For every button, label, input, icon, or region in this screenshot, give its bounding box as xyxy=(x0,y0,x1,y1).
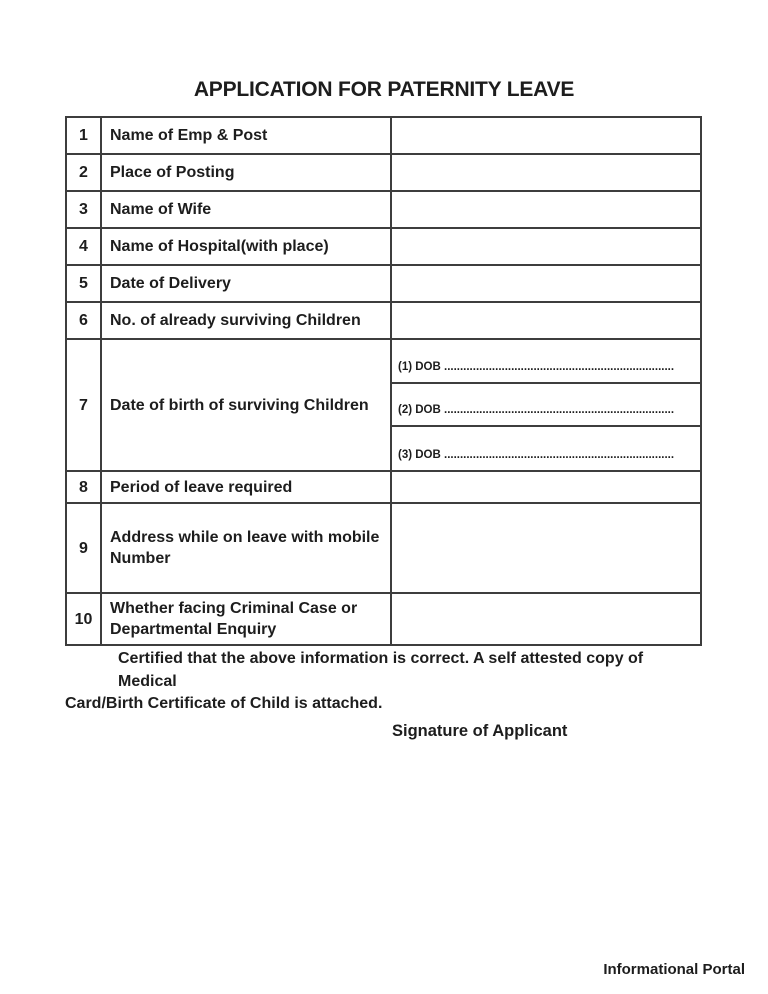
field-label-leave-address: Address while on leave with mobile Number xyxy=(101,503,391,593)
table-row xyxy=(66,117,701,154)
table-row xyxy=(66,302,701,339)
row-number: 6 xyxy=(66,302,101,339)
row-number: 1 xyxy=(66,117,101,154)
value-cell-leave-address xyxy=(391,503,701,593)
field-label-period-of-leave: Period of leave required xyxy=(101,471,391,503)
row-number: 9 xyxy=(66,503,101,593)
table-row xyxy=(66,228,701,265)
row-number: 8 xyxy=(66,471,101,503)
value-cell-criminal-case xyxy=(391,593,701,645)
field-label-name-of-emp-post: Name of Emp & Post xyxy=(101,117,391,154)
field-label-place-of-posting: Place of Posting xyxy=(101,154,391,191)
dob-line-2: (2) DOB ........................................................................ xyxy=(392,384,700,427)
table-row xyxy=(66,503,701,593)
row-number: 7 xyxy=(66,339,101,471)
certification-line-2: Card/Birth Certificate of Child is attached. xyxy=(65,695,383,712)
value-cell-surviving-children-count xyxy=(391,302,701,339)
value-cell-date-of-delivery xyxy=(391,265,701,302)
row-number: 4 xyxy=(66,228,101,265)
value-cell-period-of-leave xyxy=(391,471,701,503)
footer-brand: Informational Portal xyxy=(603,961,745,978)
table-row xyxy=(66,265,701,302)
table-row xyxy=(66,191,701,228)
table-row xyxy=(66,471,701,503)
dob-line-1: (1) DOB ........................................................................ xyxy=(392,340,700,384)
row-number: 2 xyxy=(66,154,101,191)
field-label-name-of-wife: Name of Wife xyxy=(101,191,391,228)
page-title: APPLICATION FOR PATERNITY LEAVE xyxy=(193,78,575,101)
field-label-criminal-case: Whether facing Criminal Case or Departmental Enquiry xyxy=(101,593,391,645)
certification-line-1: Certified that the above information is correct. A self attested copy of Medical xyxy=(118,650,644,690)
field-label-dob-surviving-children: Date of birth of surviving Children xyxy=(101,339,391,471)
certification-paragraph xyxy=(65,648,697,716)
table-row xyxy=(66,593,701,645)
row-number: 10 xyxy=(66,593,101,645)
row-number: 3 xyxy=(66,191,101,228)
row-number: 5 xyxy=(66,265,101,302)
table-row xyxy=(66,154,701,191)
value-cell-place-of-posting xyxy=(391,154,701,191)
value-cell-name-of-hospital xyxy=(391,228,701,265)
dob-line-3: (3) DOB ........................................................................ xyxy=(398,449,675,461)
signature-of-applicant-label: Signature of Applicant xyxy=(392,722,568,740)
table-row xyxy=(66,339,701,471)
value-cell-dob-surviving-children xyxy=(391,339,701,471)
value-cell-name-of-wife xyxy=(391,191,701,228)
field-label-name-of-hospital: Name of Hospital(with place) xyxy=(101,228,391,265)
value-cell-name-of-emp-post xyxy=(391,117,701,154)
field-label-surviving-children-count: No. of already surviving Children xyxy=(101,302,391,339)
application-form-table xyxy=(65,116,702,646)
field-label-date-of-delivery: Date of Delivery xyxy=(101,265,391,302)
